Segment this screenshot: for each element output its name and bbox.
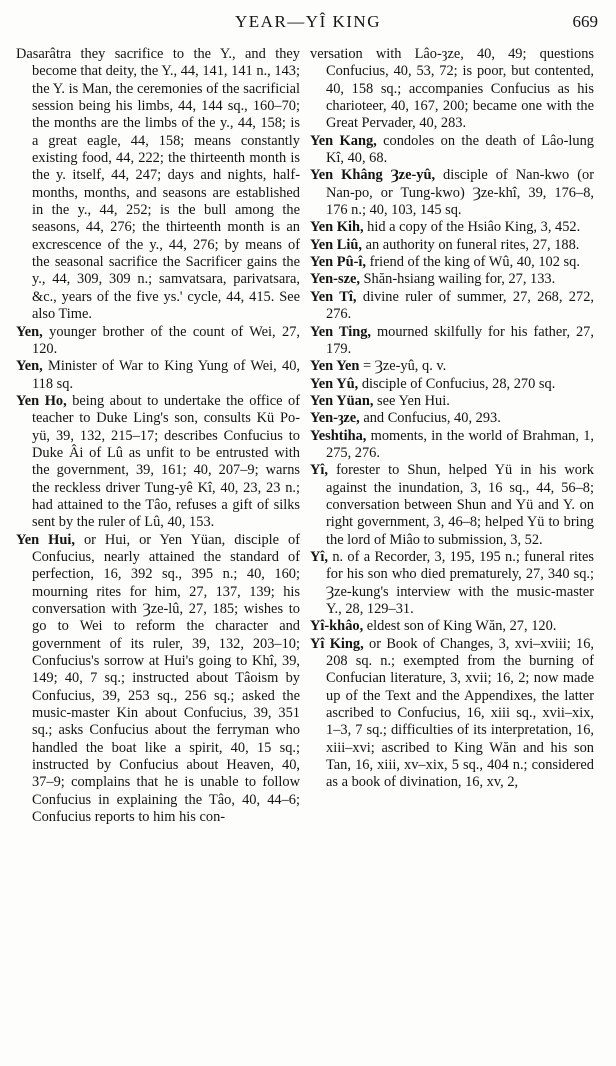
index-entry (310, 393, 594, 410)
index-entry (310, 133, 594, 168)
entry-headword: Yen Kang, (310, 132, 377, 149)
entry-text: younger brother of the count of Wei, 27, 120. (32, 323, 300, 357)
entry-text: see Yen Hui. (373, 392, 450, 409)
entry-headword: Yen Hui, (16, 531, 75, 548)
index-entry (16, 46, 300, 324)
entry-headword: Yen Liû, (310, 236, 362, 253)
index-entry (310, 237, 594, 254)
index-entry (310, 358, 594, 375)
index-entry (310, 219, 594, 236)
entry-headword: Yen Khâng Ȝze-yû, (310, 167, 436, 184)
entry-headword: Yî, (310, 548, 328, 565)
index-entry (310, 254, 594, 271)
right-column (310, 46, 594, 792)
index-entry (310, 549, 594, 618)
index-entry (16, 324, 300, 359)
index-entry (310, 618, 594, 635)
entry-text: an authority on funeral rites, 27, 188. (361, 236, 580, 253)
index-entry (310, 410, 594, 427)
entry-text: moments, in the world of Brahman, 1, 275, 276. (326, 427, 594, 461)
entry-text: or Hui, or Yen Yüan, disciple of Confucius, nearly attained the standard of perfection, 16, 392 sq., 395 n.; 40, 160; mourning rites for him, 27, 137, 139; his conversation with Ȝze-lû, 27, 185; wishes to go to Wei to reform the character and government of its ruler, 39, 132, 203–10; Confucius's sorrow at Hui's going to Khî, 39, 149; 40, 7 sq.; instructed about Tâoism by Confucius, 39, 253 sq., 256 sq.; asked the music-master Kin about Confucius, 39, 351 sq.; asks Confucius about the ferryman who handled the boat like a spirit, 40, 15 sq.; instructed by Confucius about Heaven, 40, 37–9; complains that he is unable to follow Confucius in explaining the Tâo, 40, 44–6; Confucius reports to him his con- (32, 531, 300, 826)
left-column (16, 46, 300, 826)
index-entry (310, 167, 594, 219)
index-entry (16, 358, 300, 393)
index-entry (310, 271, 594, 288)
entry-text: Dasarâtra they sacrifice to the Y., and they become that deity, the Y., 44, 141, 141 n., 143; the Y. is Man, the ceremonies of the sacrificial session being his limbs, 44, 144 sq., 160–70; the months are the limbs of the y., 44, 158; is a great eagle, 44, 158; means constantly existing food, 44, 222; the thirteenth month is the y. itself, 44, 247; days and nights, half-months, months, and seasons are established in the y., 44, 252; is the bull among the seasons, 44, 276; the thirteenth month is an excrescence of the y., 44, 276; by means of the seasonal sacrifice the Sacrificer gains the y., 44, 309, 309 n.; samvatsara, parivatsara, &c., years of the five ys.' cycle, 44, 415. See also Time. (16, 46, 300, 323)
entry-text: condoles on the death of Lâo-lung Kî, 40, 68. (326, 132, 594, 167)
entry-headword: Yen Pû-î, (310, 254, 366, 271)
entry-text: and Confucius, 40, 293. (359, 410, 501, 427)
index-entry (310, 324, 594, 359)
page-number: 669 (572, 12, 598, 31)
entry-headword: Yeshtiha, (310, 427, 367, 444)
entry-headword: Yen Ting, (310, 323, 372, 340)
entry-text: n. of a Recorder, 3, 195, 195 n.; funeral rites for his son who died prematurely, 27, 340 sq.; Ȝze-kung's interview with the music-master Y., 28, 129–31. (326, 548, 594, 617)
index-entry (16, 532, 300, 827)
index-entry (310, 428, 594, 463)
entry-headword: Yen Ho, (16, 392, 67, 409)
entry-headword: Yen Yen (310, 358, 360, 375)
index-entry (310, 462, 594, 549)
entry-headword: Yî-khâo, (310, 618, 364, 635)
entry-text: Shăn-hsiang wailing for, 27, 133. (359, 271, 556, 288)
index-entry (310, 636, 594, 792)
entry-headword: Yen-ȝze, (310, 410, 360, 427)
entry-headword: Yen, (16, 323, 43, 340)
entry-text: = Ȝze-yû, q. v. (359, 358, 447, 375)
entry-headword: Yen, (16, 358, 43, 375)
entry-headword: Yî King, (310, 635, 364, 652)
entry-text: being about to undertake the office of teacher to Duke Ling's son, consults Kü Po-yü, 39, 132, 215–17; describes Confucius to Duke Âi of Lû as unfit to be entrusted with the government, 39, 161; 40, 207–9; warns the reckless driver Tung-yê Kî, 40, 23, 23 n.; had attained to the Tâo, refuses a gift of silks sent by the ruler of Lû, 40, 153. (32, 392, 300, 531)
entry-text: eldest son of King Wăn, 27, 120. (363, 618, 557, 635)
entry-headword: Yî, (310, 462, 328, 479)
entry-text: Minister of War to King Yung of Wei, 40, 118 sq. (32, 358, 300, 392)
index-entry (16, 393, 300, 532)
entry-text: hid a copy of the Hsiâo King, 3, 452. (363, 219, 581, 236)
entry-headword: Yen Yüan, (310, 392, 374, 409)
entry-headword: Yen Kih, (310, 219, 364, 236)
entry-headword: Yen-sze, (310, 271, 360, 288)
entry-text: forester to Shun, helped Yü in his work against the inundation, 3, 16 sq., 44, 56–8; conversation between Shun and Yü and Y. on right government, 3, 46–8; helped Yü to bring the lord of Miâo to submission, 3, 52. (326, 462, 594, 548)
entry-text: friend of the king of Wû, 40, 102 sq. (365, 254, 580, 271)
page-header (0, 6, 616, 36)
entry-text: disciple of Nan-kwo (or Nan-po, or Tung-kwo) Ȝze-khî, 39, 176–8, 176 n.; 40, 103, 145 sq. (326, 167, 594, 219)
entry-text: or Book of Changes, 3, xvi–xviii; 16, 208 sq. n.; exempted from the burning of Confucian literature, 3, xvii; 16, 2; now made up of the Text and the Appendixes, the latter ascribed to Confucius, 16, xiii sq., xvii–xix, 1–3, 7 sq.; difficulties of its interpretation, 16, xiii–xvi; ascribed to King Wăn and his son Tan, 16, xiii, xv–xix, 5 sq., 404 n.; considered as a book of divination, 16, xv, 2, (326, 635, 594, 791)
entry-text: divine ruler of summer, 27, 268, 272, 276. (326, 288, 594, 323)
entry-headword: Yen Yû, (310, 375, 359, 392)
index-entry (310, 46, 594, 133)
running-head: YEAR—YÎ KING (235, 12, 381, 31)
entry-text: mourned skilfully for his father, 27, 179. (326, 323, 594, 357)
index-entry (310, 376, 594, 393)
entry-headword: Yen Tî, (310, 288, 357, 305)
index-entry (310, 289, 594, 324)
entry-text: disciple of Confucius, 28, 270 sq. (358, 375, 556, 392)
entry-text: versation with Lâo-ȝze, 40, 49; questions Confucius, 40, 53, 72; is poor, but contented, 40, 158 sq.; accompanies Confucius as his charioteer, 40, 167, 200; became one with the Great Pervader, 40, 283. (310, 46, 594, 132)
